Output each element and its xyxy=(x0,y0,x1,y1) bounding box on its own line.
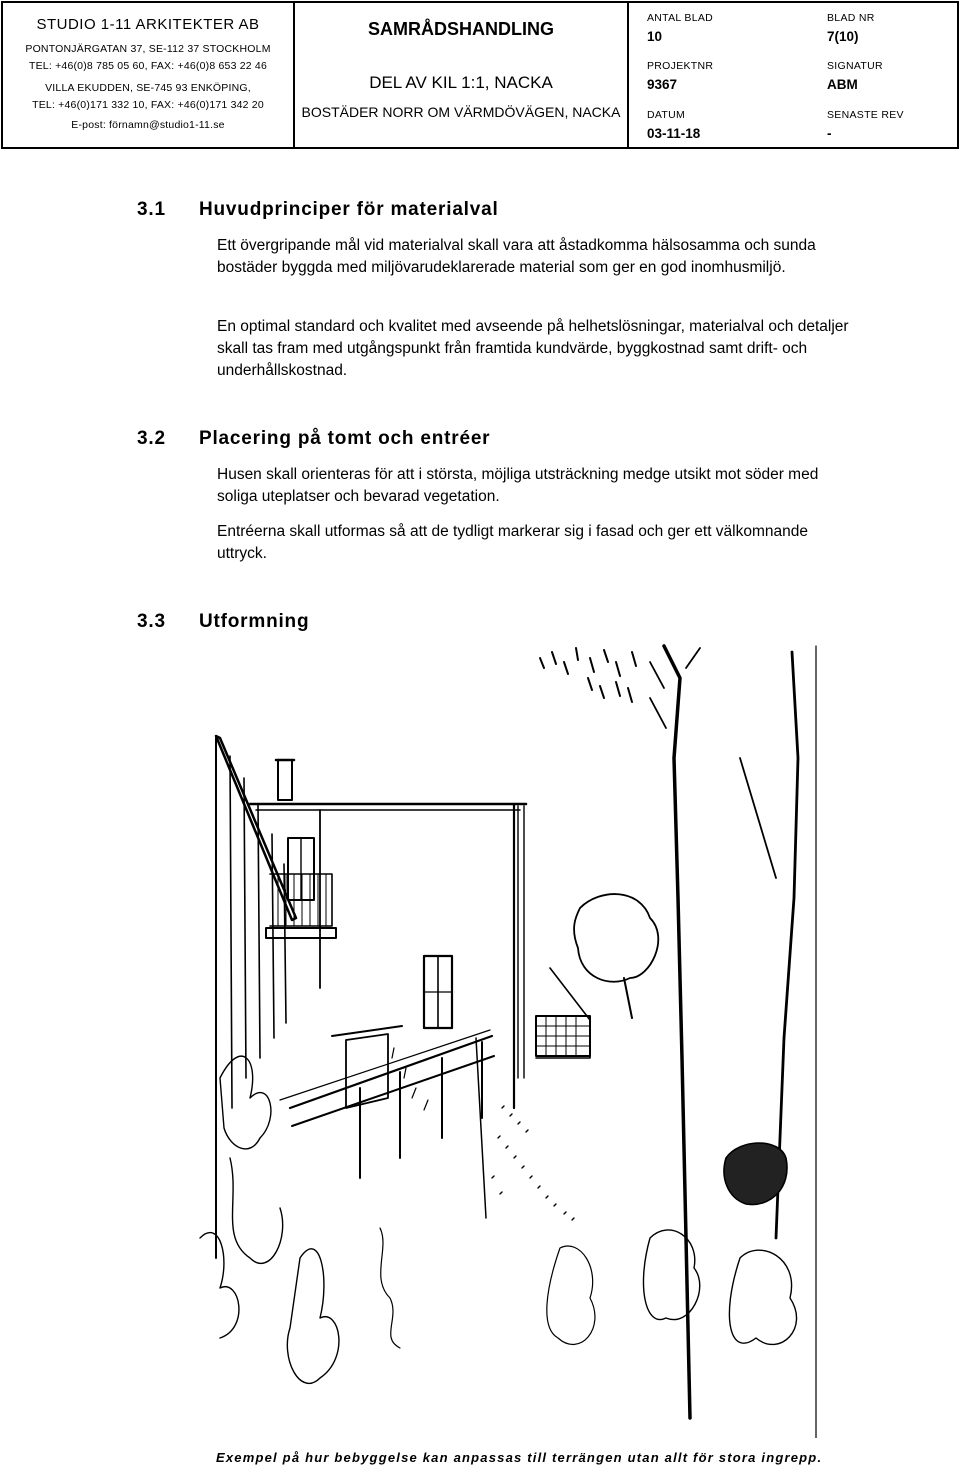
section-number: 3.2 xyxy=(137,428,166,449)
firm-phone-enkoping: TEL: +46(0)171 332 10, FAX: +46(0)171 342 20 xyxy=(32,99,264,111)
paragraph: Entréerna skall utformas så att de tydligt markerar sig i fasad och ger ett välkomnande uttryck. xyxy=(217,523,809,562)
senaste-rev-value: - xyxy=(827,126,832,141)
section-title: Utformning xyxy=(199,611,310,632)
projektnr-label: PROJEKTNR xyxy=(647,60,714,72)
document-type: SAMRÅDSHANDLING xyxy=(368,19,554,39)
antal-blad-value: 10 xyxy=(647,29,663,44)
firm-email: E-post: förnamn@studio1-11.se xyxy=(71,119,225,131)
senaste-rev-label: SENASTE REV xyxy=(827,109,904,121)
title-block xyxy=(1,1,959,149)
firm-address-stockholm: PONTONJÄRGATAN 37, SE-112 37 STOCKHOLM xyxy=(25,43,271,55)
datum-value: 03-11-18 xyxy=(647,126,701,141)
projektnr-value: 9367 xyxy=(647,77,678,92)
paragraph: En optimal standard och kvalitet med avseende på helhetslösningar, materialval och detaljer skall tas fram med utgångspunkt från framtida kundvärde, byggkostnad samt drift- och underhållskostnad. xyxy=(217,318,849,379)
section-heading-3-3 xyxy=(137,611,309,633)
blad-nr-label: BLAD NR xyxy=(827,12,875,24)
section-title: Placering på tomt och entréer xyxy=(199,428,491,449)
section-number: 3.1 xyxy=(137,199,166,220)
datum-label: DATUM xyxy=(647,109,686,121)
sheet-meta-right xyxy=(807,3,959,147)
document-info xyxy=(295,3,629,147)
firm-name: STUDIO 1-11 ARKITEKTER AB xyxy=(36,16,260,33)
signatur-value: ABM xyxy=(827,77,858,92)
figure-caption: Exempel på hur bebyggelse kan anpassas till terrängen utan allt för stora ingrepp. xyxy=(216,1450,823,1465)
sheet-meta-left xyxy=(629,3,807,147)
antal-blad-label: ANTAL BLAD xyxy=(647,12,714,24)
paragraph: Ett övergripande mål vid materialval skall vara att åstadkomma hälsosamma och sunda bostäder byggda med miljövarudeklarerade material som ger en god inomhusmiljö. xyxy=(217,237,816,276)
document-part: DEL AV KIL 1:1, NACKA xyxy=(369,73,553,92)
blad-nr-value: 7(10) xyxy=(827,29,859,44)
firm-info xyxy=(3,3,295,147)
firm-phone-stockholm: TEL: +46(0)8 785 05 60, FAX: +46(0)8 653 22 46 xyxy=(28,60,268,72)
firm-address-enkoping: VILLA EKUDDEN, SE-745 93 ENKÖPING, xyxy=(45,82,251,94)
paragraph: Husen skall orienteras för att i största, möjliga utsträckning medge utsikt mot söder med soliga uteplatser och bevarad vegetation. xyxy=(217,466,819,505)
section-number: 3.3 xyxy=(137,611,166,632)
section-heading-3-2 xyxy=(137,428,490,450)
signatur-label: SIGNATUR xyxy=(827,60,883,72)
section-title: Huvudprinciper för materialval xyxy=(199,199,499,220)
section-heading-3-1 xyxy=(137,199,499,221)
house-sketch xyxy=(180,638,820,1438)
document-project: BOSTÄDER NORR OM VÄRMDÖVÄGEN, NACKA xyxy=(301,104,621,120)
